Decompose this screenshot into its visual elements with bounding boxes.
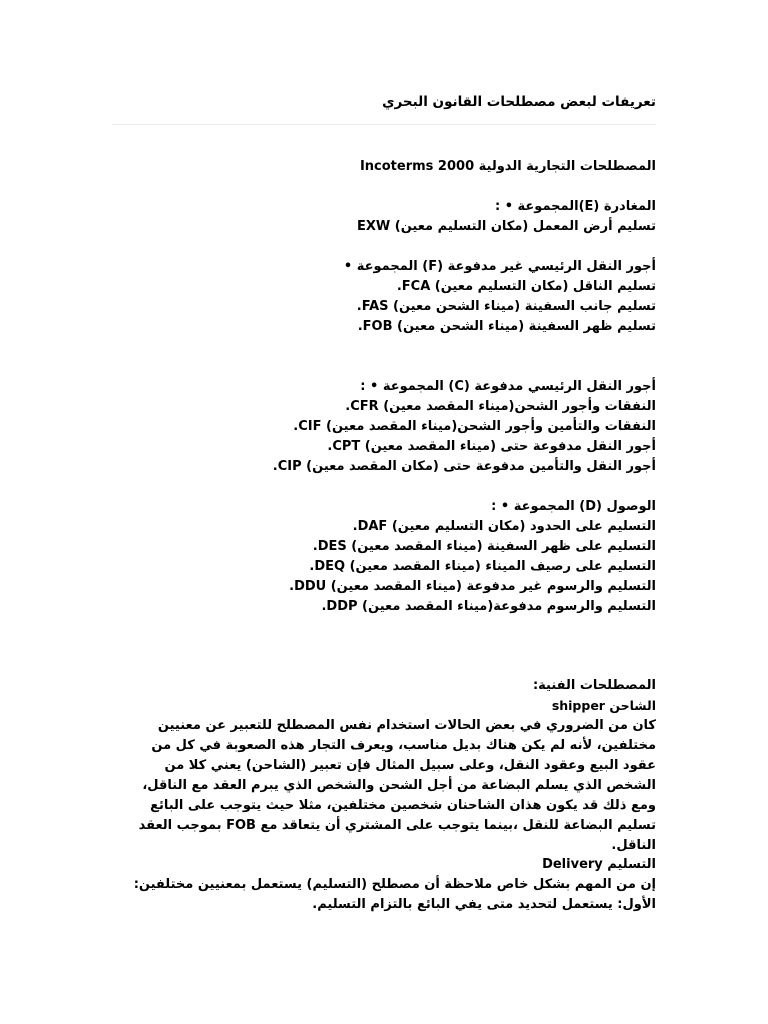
group-c-heading: أجور النقل الرئيسي مدفوعة (C) المجموعة • : [360,379,656,394]
shipper-paragraph [108,716,656,856]
group-e-item: تسليم أرض المعمل (مكان التسليم معين) EXW [356,219,656,234]
group-c-item: أجور النقل مدفوعة حتى (ميناء المقصد معين) CPT. [327,439,656,454]
group-d-item: التسليم والرسوم غير مدفوعة (ميناء المقصد معين) DDU. [289,579,656,594]
paragraph-line: مختلفين، لأنه لم يكن هناك بديل مناسب، ويعرف التجار هذه الصعوبة في كل من [151,738,656,753]
incoterms-heading: المصطلحات التجارية الدولية Incoterms 2000 [359,159,656,174]
delivery-paragraph [108,875,656,915]
group-f-heading: أجور النقل الرئيسي غير مدفوعة (F) المجموعة • [343,259,656,274]
group-c-item: أجور النقل والتأمين مدفوعة حتى (مكان المقصد معين) CIP. [272,459,656,474]
paragraph-line: كان من الضروري في بعض الحالات استخدام نفس المصطلح للتعبير عن معنيين [157,718,656,733]
group-c-item: النفقات والتأمين وأجور الشحن(ميناء المقصد معين) CIF. [293,419,656,434]
group-d-item: التسليم على الحدود (مكان التسليم معين) DAF. [352,519,656,534]
title-divider [112,124,656,125]
paragraph-line: الأول: يستعمل لتحديد متى يفي البائع بالتزام التسليم. [312,897,656,912]
paragraph-line: ومع ذلك قد يكون هذان الشاحنان شخصين مختلفين، مثلا حيث يتوجب على البائع [150,798,656,813]
technical-terms-heading: المصطلحات الفنية: [532,678,656,693]
paragraph-line: إن من المهم بشكل خاص ملاحظة أن مصطلح (التسليم) يستعمل بمعنيين مختلفين: [133,877,656,892]
group-d-heading: الوصول (D) المجموعة • : [491,499,656,514]
group-e-heading: المغادرة (E)المجموعة • : [494,199,656,214]
paragraph-line: الناقل. [611,838,656,853]
document-title: تعريفات لبعض مصطلحات القانون البحري [382,94,656,110]
paragraph-line: عقود البيع وعقود النقل، وعلى سبيل المثال فإن تعبير (الشاحن) يعني كلا من [164,758,656,773]
group-d-item: التسليم على رصيف الميناء (ميناء المقصد معين) DEQ. [309,559,656,574]
group-c-item: النفقات وأجور الشحن(ميناء المقصد معين) CFR. [345,399,656,414]
paragraph-line: الشخص الذي يسلم البضاعة من أجل الشحن والشخص الذي يبرم العقد مع الناقل، [142,778,656,793]
group-f-item: تسليم ظهر السفينة (ميناء الشحن معين) FOB. [357,319,656,334]
group-f-item: تسليم الناقل (مكان التسليم معين) FCA. [396,279,656,294]
paragraph-line: تسليم البضاعة للنقل ،بينما يتوجب على المشتري أن يتعاقد مع FOB بموجب العقد [138,818,656,833]
group-d-item: التسليم على ظهر السفينة (ميناء المقصد معين) DES. [312,539,656,554]
group-d-item: التسليم والرسوم مدفوعة(ميناء المقصد معين) DDP. [321,599,656,614]
shipper-heading: الشاحن shipper [551,698,656,713]
delivery-heading: التسليم Delivery [542,857,656,872]
group-f-item: تسليم جانب السفينة (ميناء الشحن معين) FAS. [356,299,656,314]
